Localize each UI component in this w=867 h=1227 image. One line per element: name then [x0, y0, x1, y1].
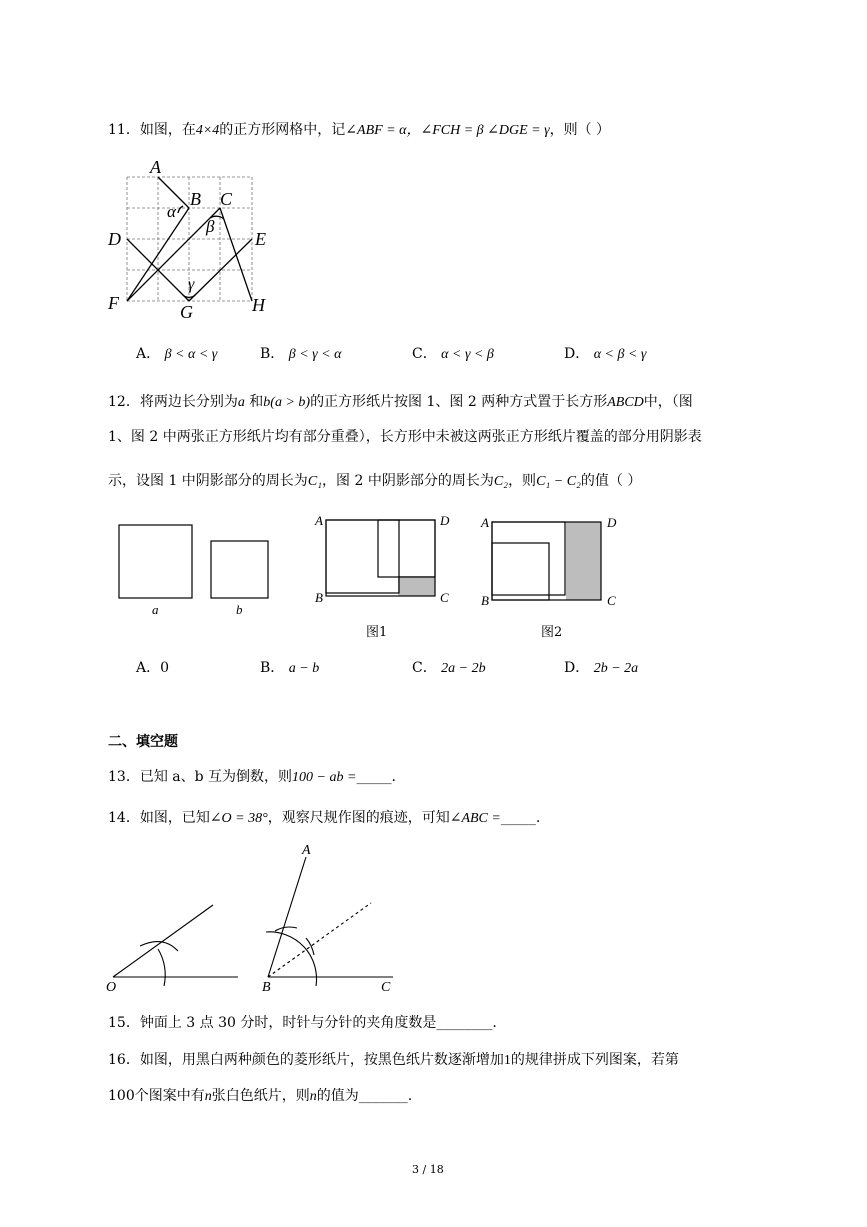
option-key: D． [564, 660, 590, 676]
text: 的值（ ） [580, 473, 642, 489]
fig2-caption: 图2 [541, 625, 563, 640]
rect-name: ABCD [607, 395, 644, 410]
q11-label-B: B [190, 189, 201, 209]
answer-blank[interactable]: _____ [356, 769, 392, 785]
option-value: 2b − 2a [593, 661, 639, 676]
q11-label-C: C [220, 189, 233, 209]
text: . [492, 1015, 497, 1031]
q12-line2: 1、图 2 中两张正方形纸片均有部分重叠），长方形中未被这两张正方形纸片覆盖的部分用阴影表 [108, 429, 702, 445]
q11-label-E: E [255, 229, 266, 249]
option-value: β < γ < α [288, 347, 342, 362]
text: . [391, 769, 396, 785]
angle-abc: ∠ABC = [449, 811, 501, 826]
q14-label-O: O [106, 980, 117, 995]
text: 的值为 [316, 1088, 359, 1104]
text: 14．如图，已知 [108, 810, 210, 826]
text: 13．已知 a、b 互为倒数，则 [108, 769, 293, 785]
var-b-condition: b(a > b) [263, 395, 311, 410]
option-value: a − b [288, 661, 320, 676]
fig2-label-C: C [607, 593, 616, 608]
option-value: 2a − 2b [441, 661, 486, 676]
text: 15．钟面上 3 点 30 分时，时针与分针的夹角度数是 [108, 1015, 437, 1031]
fig1-label-A: A [315, 513, 323, 528]
q11-label-D: D [108, 229, 121, 249]
option-key: A． [136, 346, 161, 362]
option-value: α < β < γ [593, 347, 647, 362]
text: . [535, 810, 541, 826]
text: 16．如图，用黑白两种颜色的菱形纸片，按黑色纸片数逐渐增加 [108, 1052, 504, 1068]
fig2-label-B: B [481, 593, 489, 608]
q16-line1 [108, 1051, 679, 1070]
q11-label-alpha: α [167, 202, 176, 221]
expression: 100 − ab = [292, 770, 357, 785]
option-value: β < α < γ [164, 347, 218, 362]
q14-label-B: B [262, 980, 271, 995]
option-key: B． [260, 660, 285, 676]
fig1-label-C: C [440, 590, 449, 605]
text: ，观察尺规作图的痕迹，可知 [267, 810, 450, 826]
q11-stem-pre: 11．如图，在 [108, 122, 196, 138]
text: ，图 2 中阴影部分的周长为 [322, 473, 494, 489]
q12-square-b-label: b [236, 602, 243, 617]
q16-line2 [108, 1087, 412, 1106]
q14-label-C: C [381, 980, 391, 995]
text: 的规律拼成下列图案，若第 [510, 1052, 679, 1068]
q11-label-G: G [180, 302, 193, 322]
q11-stem-end: ，则（ ） [549, 122, 611, 138]
answer-blank[interactable]: _______ [358, 1088, 408, 1104]
var-n: n [204, 1089, 212, 1104]
section-heading: 二、填空题 [108, 734, 178, 750]
q11-label-gamma: γ [188, 276, 195, 293]
text: 和 [249, 394, 264, 410]
fig1-label-B: B [315, 590, 323, 605]
text: 个图案中有 [134, 1088, 205, 1104]
text: ，则 [508, 473, 537, 489]
option-value: 0 [160, 660, 170, 676]
text: 中，（图 [643, 394, 693, 410]
option-key: A． [136, 660, 161, 676]
text: 的正方形纸片按图 1、图 2 两种方式置于长方形 [310, 394, 608, 410]
fig2-label-D: D [607, 515, 617, 530]
q11-label-H: H [252, 295, 265, 315]
option-key: C． [412, 660, 437, 676]
q14-label-A: A [302, 843, 311, 858]
c2: C₂ [493, 474, 509, 489]
text: 张白色纸片，则 [211, 1088, 310, 1104]
option-key: B． [260, 346, 285, 362]
text: 示，设图 1 中阴影部分的周长为 [108, 473, 308, 489]
q11-label-A: A [150, 157, 161, 177]
number-hundred: 100 [108, 1088, 135, 1104]
text: . [407, 1088, 413, 1104]
q12-square-a-label: a [152, 602, 159, 617]
page-number: 3 / 18 [412, 1163, 444, 1176]
fig1-caption: 图1 [366, 625, 388, 640]
number-one: 1 [503, 1053, 511, 1068]
text: 12．将两边长分别为 [108, 394, 238, 410]
q11-grid-size: 4×4 [195, 123, 220, 138]
q15 [108, 1014, 497, 1032]
q11-label-F: F [108, 293, 119, 313]
q11-label-beta: β [206, 217, 215, 236]
angle-o: ∠O = 38° [209, 811, 268, 826]
fig1-label-D: D [440, 513, 450, 528]
var-a: a [237, 395, 245, 410]
c1-minus-c2: C₁ − C₂ [536, 474, 581, 489]
q11-angle-defs: ∠ABF = α，∠FCH = β ∠DGE = γ [345, 123, 550, 138]
var-n: n [309, 1089, 317, 1104]
answer-blank[interactable]: ________ [436, 1015, 493, 1031]
c1: C₁ [307, 474, 323, 489]
option-key: D． [564, 346, 590, 362]
option-key: C． [412, 346, 437, 362]
fig2-label-A: A [481, 515, 489, 530]
option-value: α < γ < β [441, 347, 494, 362]
q11-stem-mid: 的正方形网格中，记 [219, 122, 346, 138]
answer-blank[interactable]: _____ [500, 810, 536, 826]
